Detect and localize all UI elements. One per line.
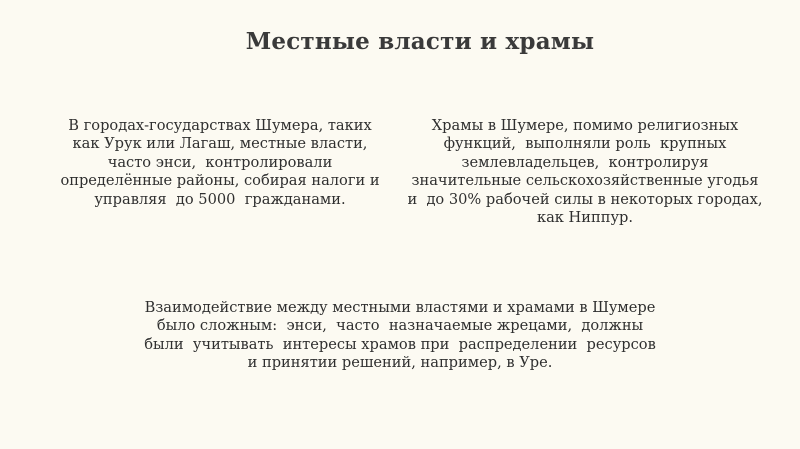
- left-paragraph-line: определённые районы, собирая налоги и: [60, 172, 380, 190]
- left-paragraph-line: В городах-государствах Шумера, таких: [68, 117, 372, 134]
- right-paragraph-line: землевладельцев, контролируя: [461, 153, 709, 171]
- right-paragraph-line: и до 30% рабочей силы в некоторых городах,: [407, 190, 763, 208]
- right-paragraph-line: Храмы в Шумере, помимо религиозных: [431, 117, 739, 134]
- left-paragraph: [40, 117, 400, 209]
- left-paragraph-line: как Урук или Лагаш, местные власти,: [72, 135, 368, 153]
- left-paragraph-line: часто энси, контролировали: [107, 153, 333, 171]
- left-paragraph-line: управляя до 5000 гражданами.: [94, 190, 346, 208]
- right-paragraph-line: как Ниппур.: [536, 209, 634, 227]
- right-paragraph: [395, 117, 775, 227]
- bottom-paragraph-line: были учитывать интересы храмов при распределении ресурсов: [144, 335, 656, 353]
- right-paragraph-line: функций, выполняли роль крупных: [443, 135, 727, 153]
- bottom-paragraph-line: Взаимодействие между местными властями и храмами в Шумере: [144, 299, 656, 316]
- bottom-paragraph-line: было сложным: энси, часто назначаемые жрецами, должны: [156, 317, 644, 335]
- bottom-paragraph-line: и принятии решений, например, в Уре.: [247, 354, 553, 372]
- right-paragraph-line: значительные сельскохозяйственные угодья: [411, 172, 759, 190]
- bottom-paragraph: [120, 299, 680, 373]
- slide-title: Местные власти и храмы: [245, 28, 595, 55]
